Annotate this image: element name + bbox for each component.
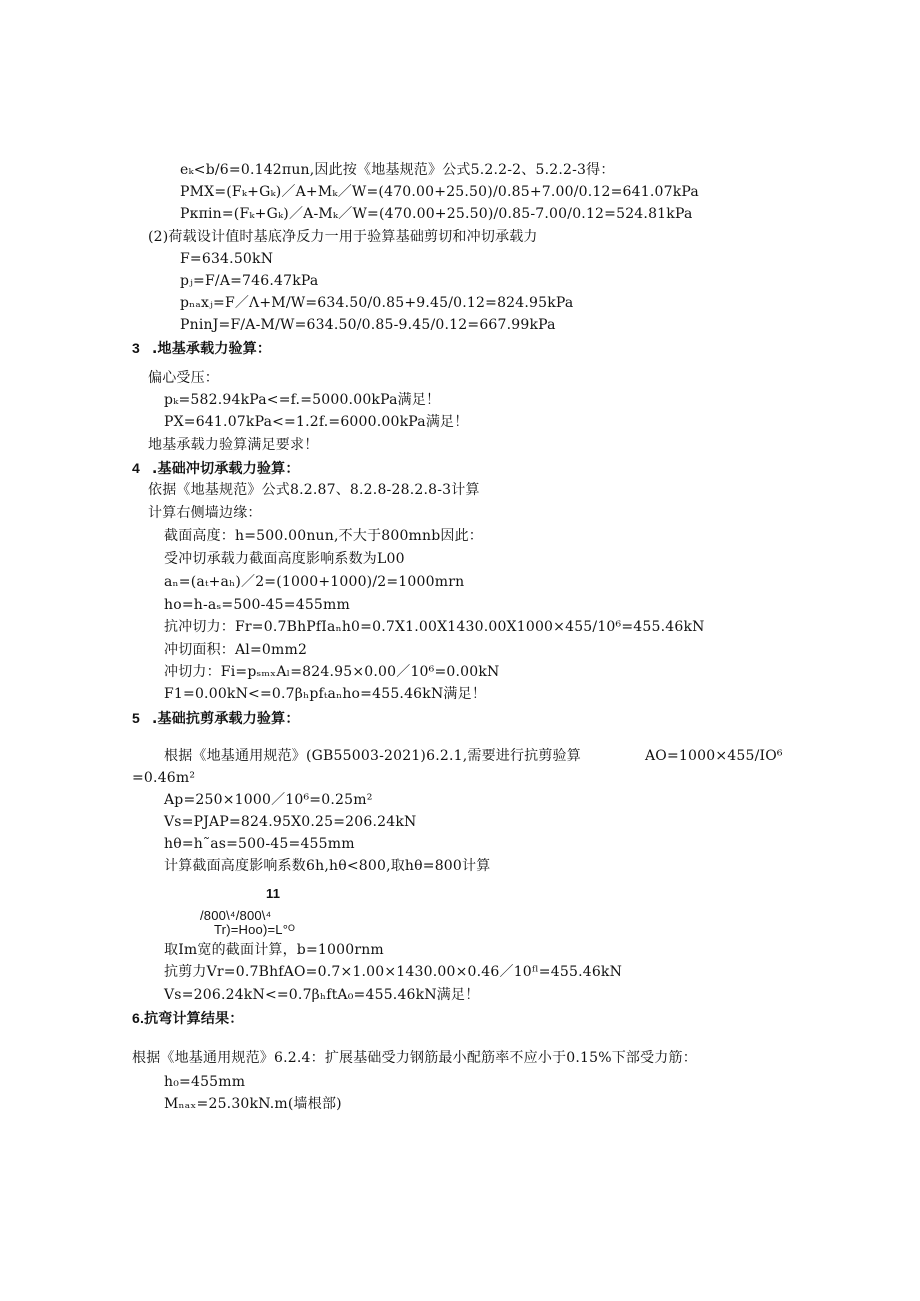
mmax-value: Mₙₐₓ=25.30kN.m(墙根部)	[164, 1096, 342, 1112]
pkmax-check: PX=641.07kPa<=1.2f.=6000.00kPa满足！	[164, 414, 469, 430]
vs-formula: Vs=PJAP=824.95X0.25=206.24kN	[164, 814, 417, 830]
punching-force: 冲切力：Fi=pₛₘₓAₗ=824.95×0.00／10⁶=0.00kN	[164, 664, 500, 680]
shear-check: Vs=206.24kN<=0.7βₕftA₀=455.46kN满足！	[164, 987, 480, 1003]
punching-resistance: 抗冲切力：Fr=0.7BhPfIaₙh0=0.7X1.00X1430.00X1000×455/10⁶=455.46kN	[164, 619, 705, 635]
ap-formula: Ap=250×1000／10⁶=0.25m²	[164, 792, 373, 808]
pmax-formula: PMX=(Fₖ+Gₖ)／A+Mₖ／W=(470.00+25.50)/0.85+7.00/0.12=641.07kPa	[180, 184, 699, 200]
section-6-heading	[132, 1008, 243, 1029]
pjmin-formula: PninJ=F/A-M/W=634.50/0.85-9.45/0.12=667.99kPa	[180, 317, 556, 333]
h0-formula: hθ=h˜as=500-45=455mm	[164, 836, 355, 852]
ho-formula: ho=h-aₛ=500-45=455mm	[164, 597, 350, 613]
section-number: 6.	[132, 1010, 145, 1026]
h0-value: h₀=455mm	[164, 1074, 246, 1090]
shear-basis: 根据《地基通用规范》(GB55003-2021)6.2.1,需要进行抗剪验算	[164, 748, 581, 764]
right-wall-edge-label: 计算右侧墙边缘：	[148, 505, 262, 521]
section-title: 抗弯计算结果：	[144, 1011, 244, 1027]
net-reaction-heading: (2)荷载设计值时基底净反力一用于验算基础剪切和冲切承载力	[148, 229, 538, 245]
a0-formula: AO=1000×455/IO⁶	[645, 748, 783, 764]
shear-resistance: 抗剪力Vr=0.7BhfAO=0.7×1.00×1430.00×0.46／10ᶠˡ=455.46kN	[164, 964, 623, 980]
pmin-formula: Pκπin=(Fₖ+Gₖ)／A-Mₖ／W=(470.00+25.50)/0.85-7.00/0.12=524.81kPa	[180, 206, 693, 222]
punching-basis: 依据《地基规范》公式8.2.87、8.2.8-28.2.8-3计算	[148, 482, 480, 498]
height-factor: 受冲切承载力截面高度影响系数为L00	[164, 551, 405, 567]
am-formula: aₙ=(aₜ+aₕ)／2=(1000+1000)/2=1000mrn	[164, 574, 465, 590]
shear-height-factor: 计算截面高度影响系数6h,hθ<800,取hθ=800计算	[164, 858, 491, 874]
section-3-heading: 3 .地基承载力验算：	[132, 340, 272, 357]
a0-result: =0.46m²	[132, 770, 196, 786]
pjmax-formula: pₙₐxⱼ=F／Λ+M/W=634.50/0.85+9.45/0.12=824.95kPa	[180, 295, 574, 311]
section-number: 3	[132, 340, 140, 356]
unit-width-section: 取Im宽的截面计算，b=1000rnm	[164, 942, 384, 958]
flexure-basis: 根据《地基通用规范》6.2.4：扩展基础受力钢筋最小配筋率不应小于0.15%下部受力筋：	[132, 1050, 697, 1066]
section-title: 地基承载力验算：	[157, 341, 272, 357]
section-number: 5	[132, 710, 140, 726]
eccentricity-line: eₖ<b/6=0.142πun,因此按《地基规范》公式5.2.2-2、5.2.2-3得：	[180, 162, 615, 178]
section-number: 4	[132, 460, 140, 476]
section-4-heading: 4 .基础冲切承载力验算：	[132, 460, 300, 477]
section-5-heading: 5 .基础抗剪承载力验算：	[132, 710, 300, 727]
pj-formula: pⱼ=F/A=746.47kPa	[180, 273, 319, 289]
fraction-expression: /800\⁴/800\⁴	[200, 908, 272, 923]
bearing-conclusion: 地基承载力验算满足要求！	[148, 437, 319, 453]
section-height: 截面高度：h=500.00nun,不大于800mnb因此：	[164, 528, 484, 544]
section-title: 基础冲切承载力验算：	[157, 461, 300, 477]
pk-check: pₖ=582.94kPa<=f.=5000.00kPa满足！	[164, 392, 441, 408]
punching-area: 冲切面积：Al=0mm2	[164, 642, 308, 658]
section-title: 基础抗剪承载力验算：	[157, 711, 300, 727]
eccentric-compression-label: 偏心受压：	[148, 370, 219, 386]
fraction-numerator: 11	[266, 886, 281, 901]
punching-check: F1=0.00kN<=0.7βₕpfₜaₙho=455.46kN满足！	[164, 686, 487, 702]
force-value: F=634.50kN	[180, 251, 274, 267]
fraction-result: Tr)=Hoo)=L°ᴼ	[214, 922, 295, 937]
